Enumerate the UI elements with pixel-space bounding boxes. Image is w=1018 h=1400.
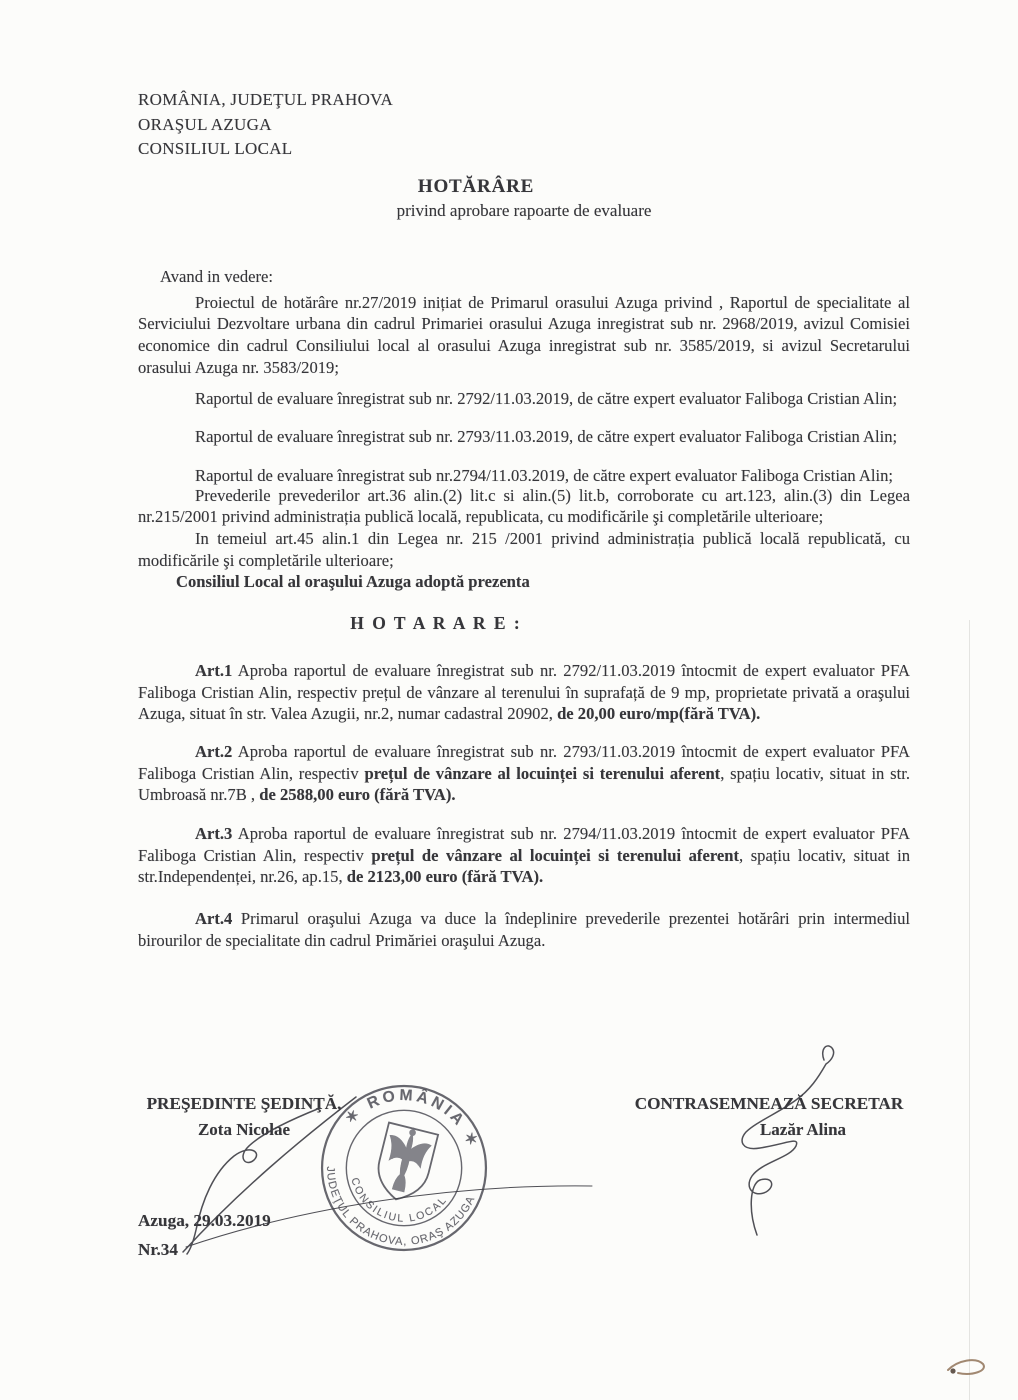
preamble-paragraph-report-2792: Raportul de evaluare înregistrat sub nr. 2792/11.03.2019, de către expert evaluator Faliboga Cristian Alin; (195, 388, 898, 408)
article-3-price: de 2123,00 euro (fără TVA). (346, 867, 544, 887)
article-4-label: Art.4 (195, 909, 233, 929)
president-name: Zota Nicolae (197, 1120, 291, 1139)
issuer-block (138, 88, 393, 162)
title-block (138, 176, 910, 221)
article-2-label: Art.2 (195, 741, 233, 761)
secretary-signature-block (626, 1092, 912, 1141)
secretary-name: Lazăr Alina (759, 1120, 847, 1139)
preamble-paragraph-law-215: In temeiul art.45 alin.1 din Legea nr. 215 /2001 privind administrația publică locală republicată, cu modificările şi completările ulterioare; (138, 529, 910, 570)
article-1-price: de 20,00 euro/mp(fără TVA). (557, 704, 761, 724)
stamp-council-text: CONSILIUL LOCAL (348, 1176, 450, 1225)
article-2-subject: prețul de vânzare al locuinței si terenului aferent (364, 763, 721, 783)
article-2-text: Aproba raportul de evaluare înregistrat sub nr. 2793/11.03.2019 întocmit de expert evaluator PFA Faliboga Cristian Alin, respectiv (138, 741, 910, 783)
article-2-price: de 2588,00 euro (fără TVA). (259, 785, 456, 805)
preamble-paragraph-report-2794: Raportul de evaluare înregistrat sub nr.2794/11.03.2019, de către expert evaluator Faliboga Cristian Alin; (195, 465, 893, 485)
article-3-label: Art.3 (195, 824, 233, 844)
article-2 (138, 741, 910, 806)
preamble-paragraph-legal-basis: Prevederile prevederilor art.36 alin.(2) lit.c si alin.(5) lit.b, corroborate cu art.123, alin.(3) din Legea nr.215/2001 privind administrația publică locală, republicata, cu modificările şi completările ulterioare; (138, 485, 910, 527)
scan-fold-line (969, 620, 970, 1400)
adoption-line: Consiliul Local al oraşului Azuga adoptă prezenta (176, 572, 530, 592)
stamp-coat-of-arms (371, 1122, 438, 1206)
article-1 (138, 660, 910, 725)
issuer-town-line: ORAŞUL AZUGA (138, 114, 272, 134)
article-4 (138, 908, 910, 951)
president-role-label: PREŞEDINTE ŞEDINŢĂ, (146, 1094, 342, 1113)
article-1-text: Aproba raportul de evaluare înregistrat sub nr. 2792/11.03.2019 întocmit de expert evaluator PFA Faliboga Cristian Alin, respectiv prețul de vânzare al terenului în suprafață de 9 mp, proprietate privată a oraşului Azuga, situat în str. Valea Azugii, nr.2, numar cadastral 20902, (138, 660, 910, 724)
council-round-stamp (318, 1082, 490, 1254)
article-2-location: , spațiu locativ, situat in str. Umbroasă nr.7B , (138, 763, 910, 805)
preamble-paragraph-project: Proiectul de hotărâre nr.27/2019 inițiat de Primarul orasului Azuga privind , Raportul de specialitate al Serviciului Dezvoltare urbana din cadrul Primariei orasului Azuga inregistrat sub nr. 2968/2019, avizul Comisiei economice din cadrul Consiliului local al orasului Azuga inregistrat sub nr. 3585/2019, si avizul Secretarului orasului Azuga nr. 3583/2019; (138, 292, 910, 377)
stamp-county-text: JUDEŢUL PRAHOVA, ORAŞ AZUGA (324, 1166, 478, 1248)
issuer-country-line: ROMÂNIA, JUDEŢUL PRAHOVA (138, 90, 394, 109)
stamp-country-text: ✶ ROMÂNIA ✶ (342, 1086, 482, 1152)
place-date-line: Azuga, 29.03.2019 (138, 1211, 271, 1230)
document-title: HOTĂRÂRE (417, 176, 535, 197)
decision-number-line: Nr.34 (138, 1240, 178, 1259)
corner-pen-mark (948, 1360, 984, 1374)
article-4-text: Primarul oraşului Azuga va duce la îndeplinire prevederile prezentei hotărâri prin intermediul birourilor de specialitate din cadrul Primăriei oraşului Azuga. (138, 909, 910, 950)
article-1-label: Art.1 (195, 660, 233, 680)
footer-block (138, 1206, 271, 1264)
decision-heading: H O T A R A R E : (350, 613, 522, 634)
article-3 (138, 823, 910, 888)
article-3-subject: prețul de vânzare al locuinței si terenului aferent (371, 845, 740, 865)
article-3-text: Aproba raportul de evaluare înregistrat sub nr. 2794/11.03.2019 întocmit de expert evaluator PFA Faliboga Cristian Alin, respectiv (138, 824, 910, 865)
document-subtitle: privind aprobare rapoarte de evaluare (396, 201, 652, 220)
preamble-paragraph-report-2793: Raportul de evaluare înregistrat sub nr. 2793/11.03.2019, de către expert evaluator Faliboga Cristian Alin; (195, 427, 898, 447)
svg-text:✶ ROMÂNIA ✶ (340, 1082, 490, 1154)
document-body (138, 266, 910, 952)
secretary-role-label: CONTRASEMNEAZĂ SECRETAR (634, 1094, 904, 1113)
issuer-council-line: CONSILIUL LOCAL (138, 139, 293, 158)
article-3-location: , spațiu locativ, situat in str.Independenței, nr.26, ap.15, (138, 845, 910, 887)
preamble-intro: Avand in vedere: (160, 267, 274, 286)
